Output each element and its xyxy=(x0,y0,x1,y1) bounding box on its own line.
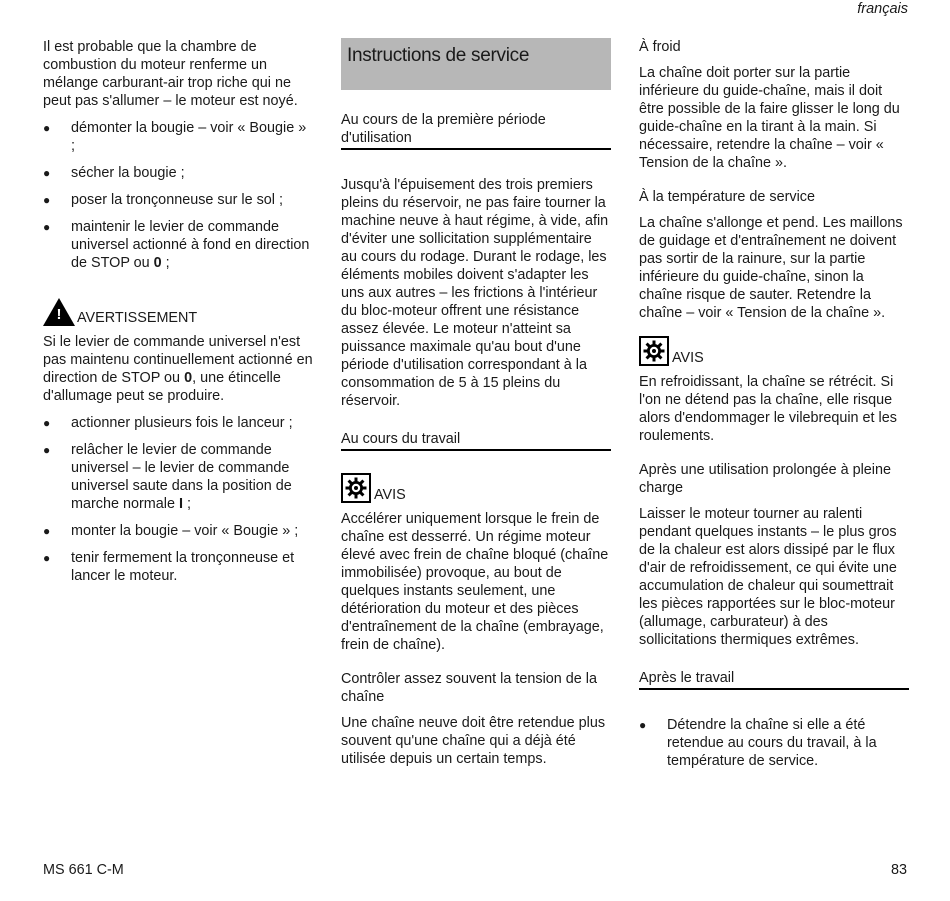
paragraph: Laisser le moteur tourner au ralenti pendant quelques instants – le plus gros de la chaleur est alors dissipé par le flux d'air de refroidissement, ce qui évite une accumulation de chaleur qui soumettrait les pièces rapportées sur le bloc-moteur (allumage, carburateur) à des sollicitations thermiques extrêmes. xyxy=(639,506,897,648)
bullet-icon: ● xyxy=(43,166,51,180)
warning-text-end: , une étincelle d'allumage peut se produire. xyxy=(43,370,281,404)
warning-exclamation: ! xyxy=(56,306,62,323)
column-middle xyxy=(341,38,611,777)
list-item xyxy=(43,164,313,182)
paragraph: La chaîne doit porter sur la partie inférieure du guide-chaîne, mais il doit être possible de la faire glisser le long du guide-chaîne en la tirant à la main. Si nécessaire, retendre la chaîne – voir « Tension de la chaîne ». xyxy=(639,65,900,171)
paragraph: Jusqu'à l'épuisement des trois premiers pleins du réservoir, ne pas faire tourner la machine neuve à haut régime, à vide, afin d'éviter une sollicitation supplémentaire au cours du rodage. Durant le rodage, les éléments mobiles doivent s'adapter les uns aux autres – les frictions à l'intérieur du bloc-moteur offrent une résistance assez élevée. Le moteur n'atteint sa puissance maximale qu'au bout d'une période d'utilisation correspondant à la consommation de 5 à 15 pleins du réservoir. xyxy=(341,177,609,409)
stop-position-icon: 0 xyxy=(184,370,193,386)
list-item-text: poser la tronçonneuse sur le sol ; xyxy=(71,192,283,208)
section-heading: Après le travail xyxy=(639,669,909,690)
list-item xyxy=(43,191,313,209)
step-text: relâcher le levier de commande universel – le levier de commande universel saute dans la position de marche normale xyxy=(71,442,292,512)
notice-heading xyxy=(341,473,611,503)
notice-heading xyxy=(639,336,909,366)
subheading: Après une utilisation prolongée à pleine charge xyxy=(639,462,892,496)
subheading: Contrôler assez souvent la tension de la chaîne xyxy=(341,671,597,705)
paragraph: Accélérer uniquement lorsque le frein de chaîne est desserré. Un régime moteur élevé avec frein de chaîne bloqué (chaîne immobilisée) provoque, au bout de quelques instants seulement, une détérioration du moteur et des pièces d'entraînement de la chaîne (embrayage, frein de chaîne). xyxy=(341,511,609,653)
footer-model: MS 661 C-M xyxy=(43,862,124,878)
column-left xyxy=(43,38,313,594)
list-item-text: tenir fermement la tronçonneuse et lancer le moteur. xyxy=(71,550,295,584)
subheading: À froid xyxy=(639,39,681,55)
notice-label: AVIS xyxy=(672,350,704,366)
column-right xyxy=(639,38,909,779)
list-item xyxy=(43,441,313,513)
stop-position-icon: 0 xyxy=(153,255,162,271)
bullet-icon: ● xyxy=(43,524,51,538)
warning-label: AVERTISSEMENT xyxy=(77,310,198,326)
warning-paragraph xyxy=(43,333,313,405)
list-item-text: sécher la bougie ; xyxy=(71,165,185,181)
list-item-text: actionner plusieurs fois le lanceur ; xyxy=(71,415,293,431)
list-item-text xyxy=(71,218,313,272)
section-title: Instructions de service xyxy=(341,38,611,90)
list-item-text: démonter la bougie – voir « Bougie » ; xyxy=(71,120,307,154)
warning-triangle-icon xyxy=(43,298,75,326)
list-item xyxy=(43,218,313,272)
bullet-icon: ● xyxy=(43,443,51,457)
bullet-icon: ● xyxy=(43,121,51,135)
step-text-end: ; xyxy=(161,255,170,271)
list-item xyxy=(43,119,313,155)
list-item-text: monter la bougie – voir « Bougie » ; xyxy=(71,523,299,539)
list-item-text: Détendre la chaîne si elle a été retendue au cours du travail, à la température de service. xyxy=(667,717,877,769)
list-item xyxy=(43,414,313,432)
step-text-end: ; xyxy=(182,496,191,512)
notice-label: AVIS xyxy=(374,487,406,503)
warning-text: Si le levier de commande universel n'est pas maintenu continuellement actionné en direction de STOP ou xyxy=(43,334,313,386)
paragraph: Une chaîne neuve doit être retendue plus souvent qu'une chaîne qui a déjà été utilisée depuis un certain temps. xyxy=(341,715,606,767)
bullet-icon: ● xyxy=(639,718,647,732)
paragraph: En refroidissant, la chaîne se rétrécit. Si l'on ne détend pas la chaîne, elle risque alors d'endommager le vilebrequin et les roulements. xyxy=(639,374,897,444)
list-item-text xyxy=(71,441,313,513)
bullet-icon: ● xyxy=(43,193,51,207)
section-heading: Au cours de la première période d'utilisation xyxy=(341,111,611,150)
gear-notice-icon xyxy=(639,336,669,366)
bullet-icon: ● xyxy=(43,416,51,430)
intro-paragraph: Il est probable que la chambre de combustion du moteur renferme un mélange carburant-air trop riche qui ne peut pas s'allumer – le moteur est noyé. xyxy=(43,39,298,109)
paragraph: La chaîne s'allonge et pend. Les maillons de guidage et d'entraînement ne doivent pas sortir de la rainure, sur la partie inférieure du guide-chaîne, sinon la chaîne risque de sauter. Retendre la chaîne – voir « Tension de la chaîne ». xyxy=(639,215,903,321)
gear-notice-icon xyxy=(341,473,371,503)
section-heading: Au cours du travail xyxy=(341,430,611,451)
step-text: maintenir le levier de commande universel actionné à fond en direction de STOP ou xyxy=(71,219,310,271)
warning-heading xyxy=(43,298,313,326)
bullet-icon: ● xyxy=(43,551,51,565)
list-item xyxy=(43,549,313,585)
list-item xyxy=(639,716,909,770)
run-position-icon: I xyxy=(178,496,183,512)
list-item xyxy=(43,522,313,540)
bullet-icon: ● xyxy=(43,220,51,234)
page-number: 83 xyxy=(890,862,907,878)
subheading: À la température de service xyxy=(639,189,815,205)
language-label: français xyxy=(857,1,908,17)
